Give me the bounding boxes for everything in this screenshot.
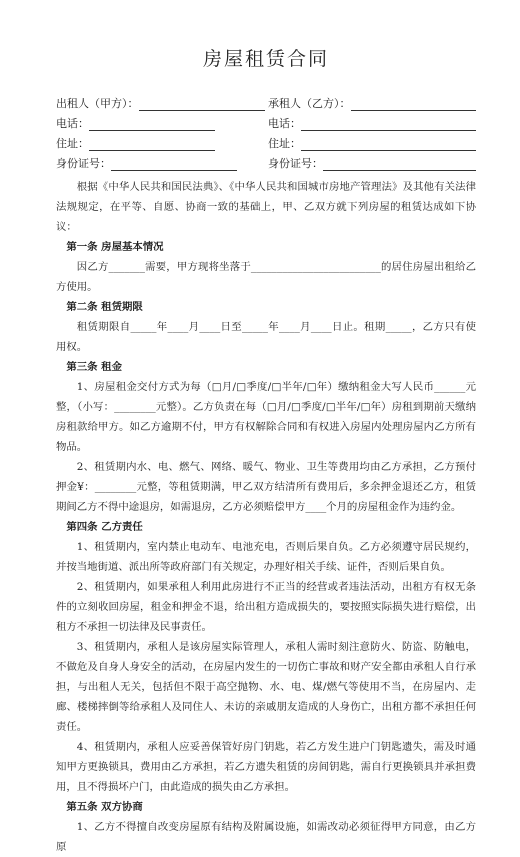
party-fields: [56, 91, 476, 171]
contract-body: [56, 177, 476, 857]
lessee-label: 承租人（乙方）：: [268, 97, 351, 110]
lessee-name-field[interactable]: [351, 98, 477, 111]
section-2-paragraph: 租赁期限自_____年____月____日至_____年____月____日止。租期_____，乙方只有使用权。: [56, 321, 476, 353]
section-4-paragraph-4: 4、租赁期内，承租人应妥善保管好房门钥匙，若乙方发生进户门钥匙遗失，需及时通知甲方更换锁具，费用由乙方承担，若乙方遗失租赁的房间钥匙，需自行更换锁具并承担费用，且不得损坏户门，由此造成的损失由乙方承担。: [56, 741, 476, 793]
lessor-address-field[interactable]: [89, 138, 215, 151]
section-4-paragraph-3: 3、租赁期内，承租人是该房屋实际管理人，承租人需时刻注意防火、防盗、防触电，不做危及自身人身安全的活动，在房屋内发生的一切伤亡事故和财产安全都由承租人自行承担，与出租人无关，包括但不限于高空抛物、水、电、煤/燃气等使用不当，在房屋内、走廊、楼梯摔倒等给承租人及同住人、未访的亲戚朋友造成的人身伤亡，出租方都不承担任何责任。: [56, 641, 476, 733]
section-4-paragraph-1: 1、租赁期内，室内禁止电动车、电池充电，否则后果自负。乙方必须遵守居民规约，并按当地街道、派出所等政府部门有关规定，办理好相关手续、证件，否则后果自负。: [56, 541, 476, 573]
field-row-id: [56, 151, 476, 171]
section-3-paragraph-2: 2、租赁期内水、电、燃气、网络、暖气、物业、卫生等费用均由乙方承担，乙方预付押金¥：________元整，等租赁期满，甲乙双方结清所有费用后，多余押金退还乙方，租赁期间乙方不得中途退房，如需退房，乙方必须赔偿甲方____个月的房屋租金作为违约金。: [56, 461, 476, 513]
section-4-heading: 第四条 乙方责任: [66, 521, 143, 533]
field-row-address: [56, 131, 476, 151]
field-row-phone: [56, 111, 476, 131]
section-3-heading: 第三条 租金: [66, 361, 122, 373]
section-2-heading: 第二条 租赁期限: [66, 301, 143, 313]
lessor-id-field[interactable]: [111, 158, 237, 171]
section-1-heading: 第一条 房屋基本情况: [66, 241, 164, 253]
section-1-paragraph: 因乙方_______需要，甲方现将坐落于_________________________的居住房屋出租给乙方使用。: [56, 261, 476, 293]
lessor-label: 出租人（甲方）：: [56, 97, 139, 110]
section-3-paragraph-1: 1、房屋租金交付方式为每（□月/□季度/□半年/□年）缴纳租金大写人民币______元整，（小写：________元整）。乙方负责在每（□月/□季度/□半年/□年）房租到期前天缴纳房租款给甲方。如乙方逾期不付，甲方有权解除合同和有权进入房屋内处理房屋内乙方所有物品。: [56, 381, 476, 453]
lessee-phone-field[interactable]: [301, 118, 476, 131]
lessor-address-label: 住址：: [56, 137, 89, 150]
lessor-name-field[interactable]: [139, 98, 265, 111]
lessor-phone-field[interactable]: [89, 118, 215, 131]
lessee-address-field[interactable]: [301, 138, 476, 151]
intro-paragraph: 根据《中华人民共和国民法典》、《中华人民共和国城市房地产管理法》及其他有关法律法规规定，在平等、自愿、协商一致的基础上，甲、乙双方就下列房屋的租赁达成如下协议：: [56, 181, 476, 233]
lessee-phone-label: 电话：: [268, 117, 301, 130]
lessor-id-label: 身份证号：: [56, 157, 111, 170]
lessor-phone-label: 电话：: [56, 117, 89, 130]
lessee-id-field[interactable]: [323, 158, 476, 171]
section-5-paragraph-1: 1、乙方不得擅自改变房屋原有结构及附属设施，如需改动必须征得甲方同意，由乙方原: [56, 821, 476, 853]
section-5-heading: 第五条 双方协商: [66, 801, 143, 813]
lessee-address-label: 住址：: [268, 137, 301, 150]
document-title: 房屋租赁合同: [202, 48, 329, 70]
lessee-id-label: 身份证号：: [268, 157, 323, 170]
section-4-paragraph-2: 2、租赁期内，如果承租人利用此房进行不正当的经营或者违法活动，出租方有权无条件的立刻收回房屋，租金和押金不退，给出租方造成损失的，要按照实际损失进行赔偿，出租方不承担一切法律及民事责任。: [56, 581, 476, 633]
field-row-name: [56, 91, 476, 111]
